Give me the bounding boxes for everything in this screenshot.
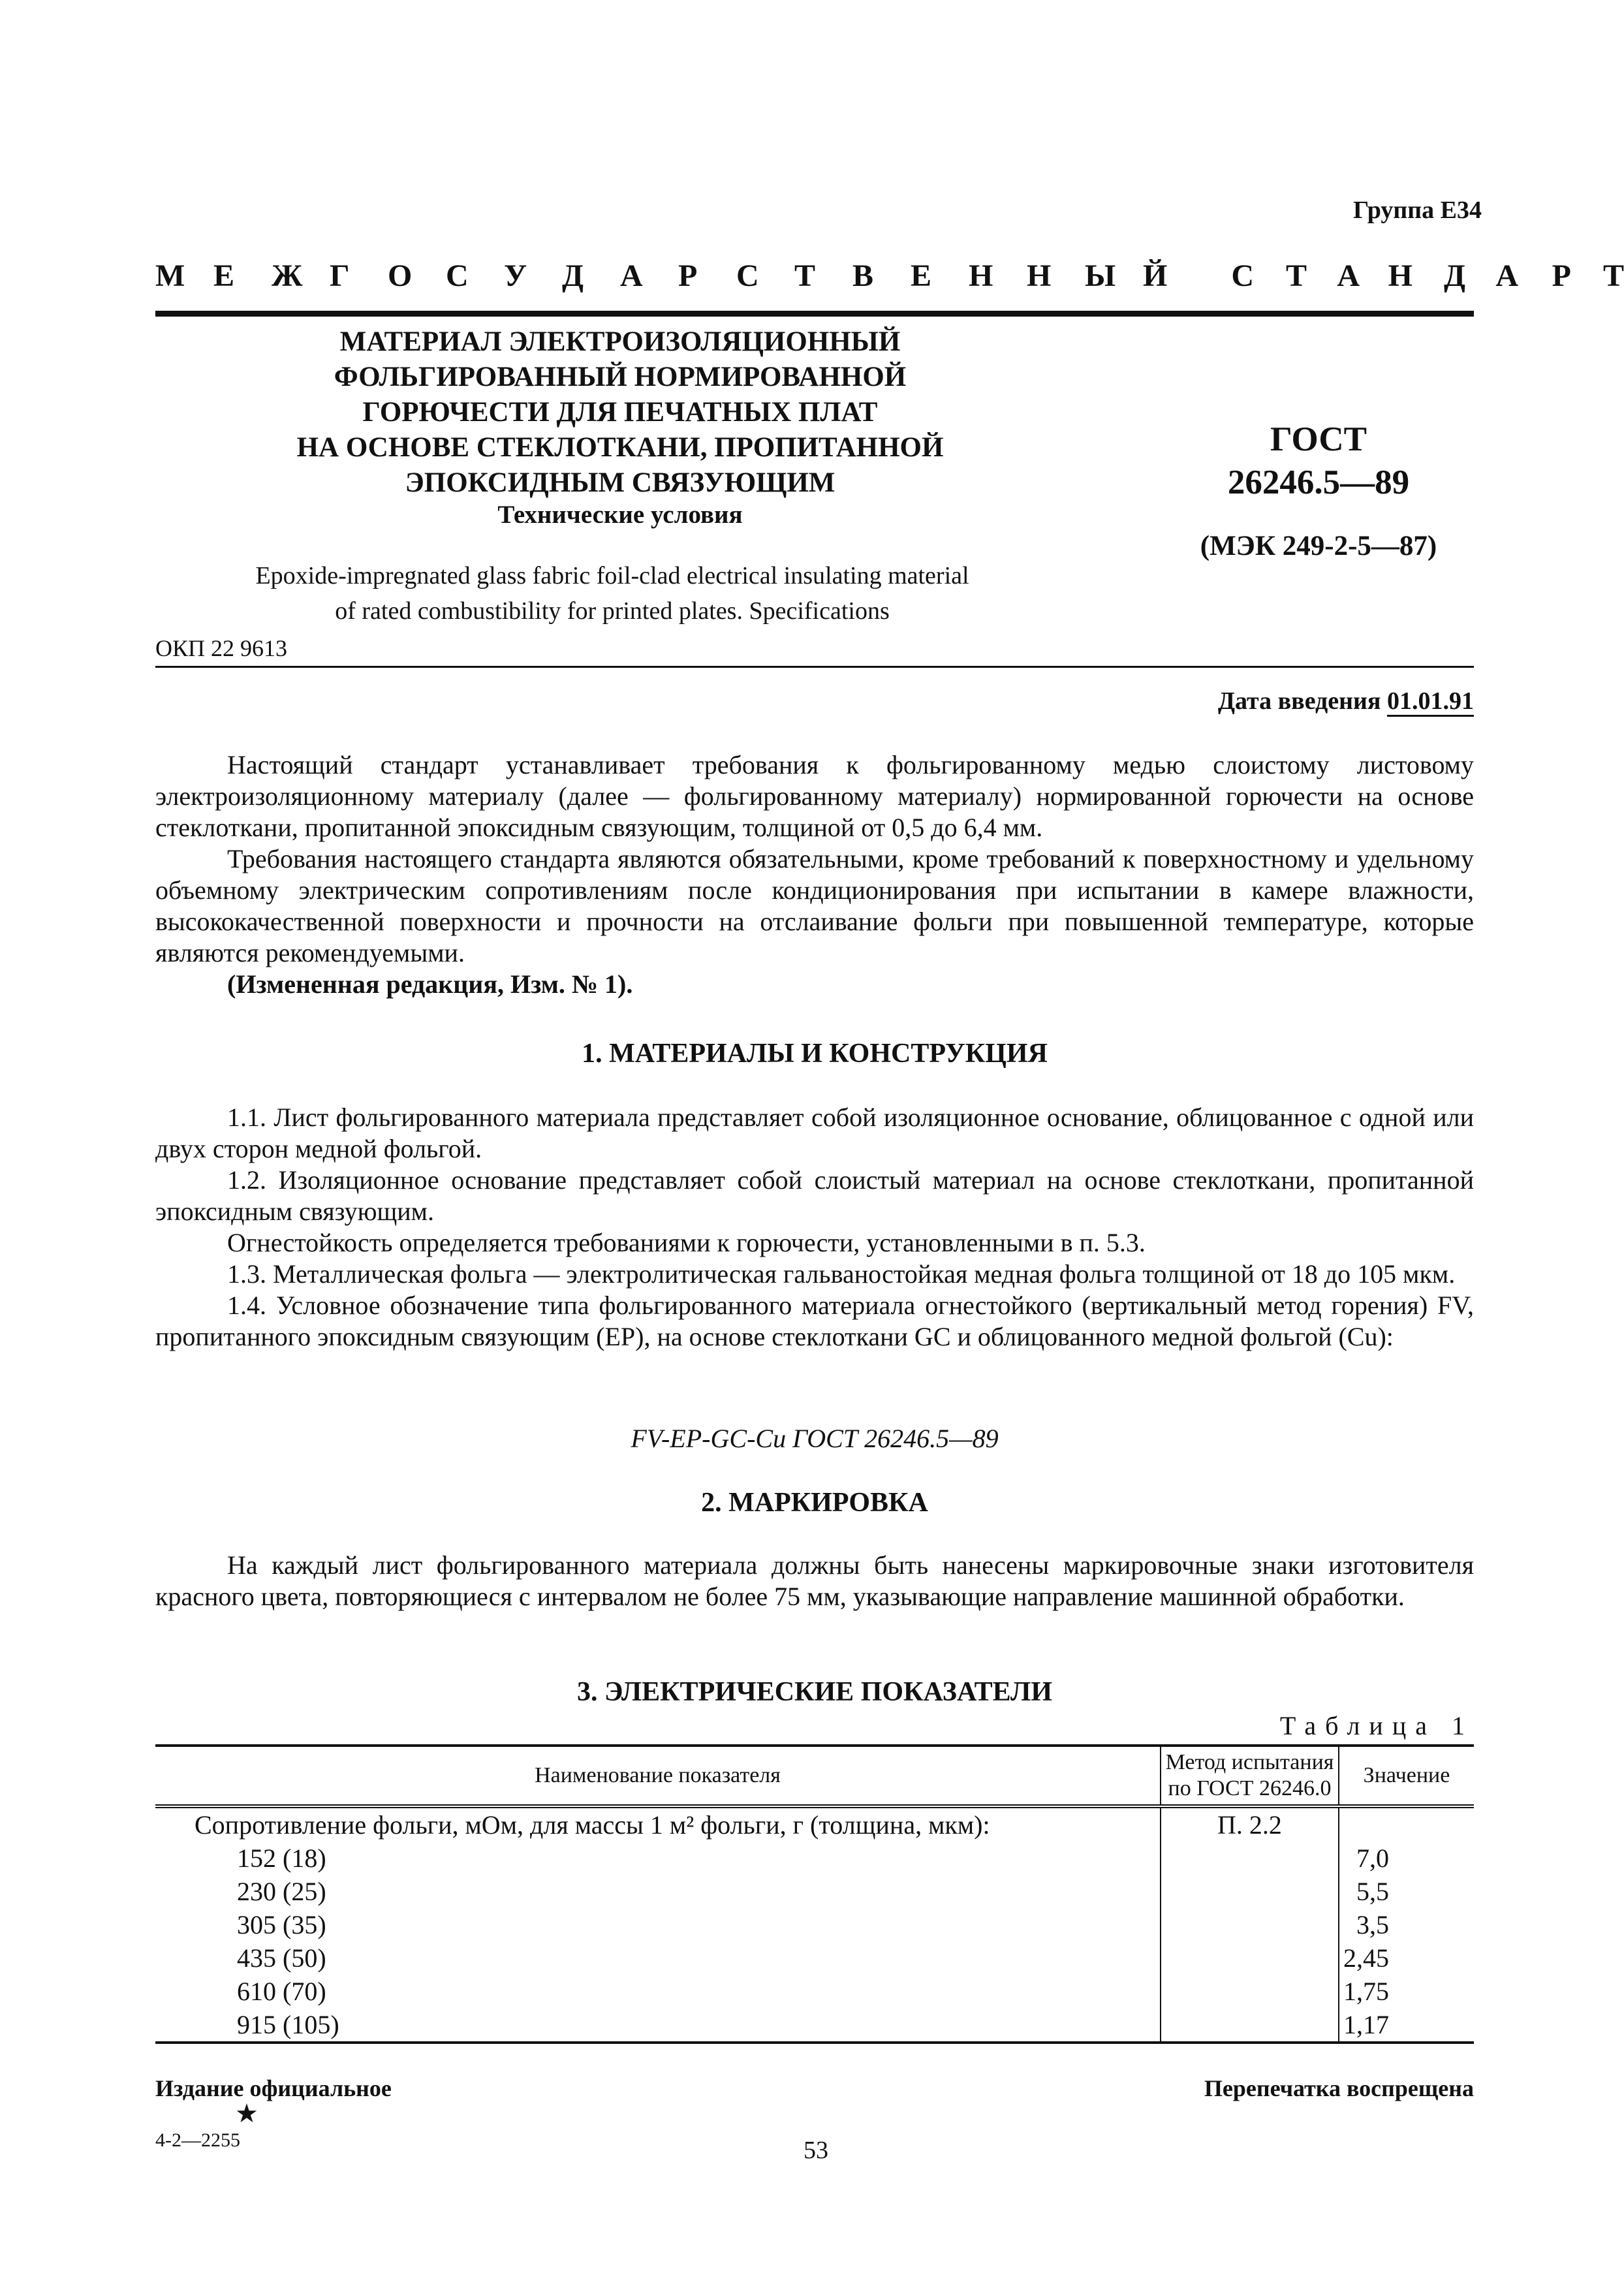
print-code: 4-2—2255 <box>155 2129 240 2151</box>
table-row <box>155 1806 1474 1842</box>
title-line: ЭПОКСИДНЫМ СВЯЗУЮЩИМ <box>405 467 835 498</box>
table-cell: 915 (105) <box>155 2008 1161 2043</box>
banner-letter: Н <box>969 259 993 293</box>
banner-letter: У <box>504 259 527 293</box>
banner-letter: С <box>446 259 469 293</box>
okp-code: ОКП 22 9613 <box>155 635 288 661</box>
banner-letter: Т <box>1285 259 1307 293</box>
paragraph: 1.1. Лист фольгированного материала представляет собой изоляционное основание, облицованное с одной или двух сторон медной фольгой. <box>155 1103 1474 1163</box>
page-number: 53 <box>804 2137 828 2164</box>
table-cell: 5,5 <box>1356 1877 1389 1906</box>
table-cell: 1,17 <box>1339 2008 1474 2043</box>
banner-letter: А <box>620 259 643 293</box>
column-header: Наименование показателя <box>155 1746 1161 1806</box>
section2-text <box>155 1550 1474 1612</box>
table-cell <box>1161 2008 1339 2043</box>
title-line: МАТЕРИАЛ ЭЛЕКТРОИЗОЛЯЦИОННЫЙ <box>339 326 901 357</box>
english-title-line: Epoxide-impregnated glass fabric foil-clad electrical insulating material <box>255 562 969 589</box>
paragraph: Настоящий стандарт устанавливает требования к фольгированному медью слоистому листовому электроизоляционному материалу (далее — фольгированному материалу) нормированной горючести на основе стеклоткани, пропитанной эпоксидным связующим, толщиной от 0,5 до 6,4 мм. <box>155 750 1474 842</box>
paragraph: 1.2. Изоляционное основание представляет собой слоистый материал на основе стеклоткани, пропитанной эпоксидным связующим. <box>155 1165 1474 1226</box>
banner-letter: Й <box>1143 259 1168 293</box>
table-cell <box>1161 1908 1339 1941</box>
designation-formula: FV-EP-GC-Cu ГОСТ 26246.5—89 <box>631 1424 999 1453</box>
banner-letter: Е <box>213 259 235 293</box>
banner-letter: Е <box>911 259 932 293</box>
banner-letter: Т <box>1602 259 1624 293</box>
table-row <box>155 1941 1474 1975</box>
intro-text <box>155 749 1474 1000</box>
table-row <box>155 1875 1474 1908</box>
table-row <box>155 1908 1474 1941</box>
paragraph: Требования настоящего стандарта являются обязательными, кроме требований к поверхностному и удельному объемному электрическим сопротивлениям после кондиционирования при испытании в камере влажности, высококачественной поверхности и прочности на отслаивание фольги при повышенной температуре, которые являются рекомендуемыми. <box>155 844 1474 967</box>
gost-number <box>1162 418 1475 504</box>
date-value: 01.01.91 <box>1387 687 1474 717</box>
banner-letter: Ж <box>272 259 303 293</box>
banner-letter: Р <box>1552 259 1571 293</box>
banner-right <box>1201 258 1624 294</box>
table-cell: 610 (70) <box>237 1977 326 2006</box>
section-heading: 1. МАТЕРИАЛЫ И КОНСТРУКЦИЯ <box>582 1039 1048 1069</box>
banner-letter: Г <box>330 259 350 293</box>
paragraph: На каждый лист фольгированного материала должны быть нанесены маркировочные знаки изготовителя красного цвета, повторяющиеся с интервалом не более 75 мм, указывающие направление машинной обработки. <box>155 1550 1474 1611</box>
banner-letter: Т <box>794 259 816 293</box>
title-line: ФОЛЬГИРОВАННЫЙ НОРМИРОВАННОЙ <box>334 362 907 392</box>
table-row <box>155 1842 1474 1875</box>
banner-letter: Н <box>1027 259 1052 293</box>
table-cell: Сопротивление фольги, мОм, для массы 1 м² фольги, г (толщина, мкм): <box>195 1810 990 1840</box>
banner-letter: В <box>852 259 874 293</box>
document-subtitle: Технические условия <box>497 501 743 529</box>
table-cell <box>1161 1842 1339 1875</box>
banner-letter: М <box>155 259 185 293</box>
table-cell: 1,75 <box>1343 1977 1389 2006</box>
table-cell: П. 2.2 <box>1161 1806 1339 1842</box>
table-cell <box>1161 1875 1339 1908</box>
thick-rule <box>155 311 1474 317</box>
banner-letter: С <box>736 259 759 293</box>
table-cell: 152 (18) <box>237 1843 326 1873</box>
section-heading: 3. ЭЛЕКТРИЧЕСКИЕ ПОКАЗАТЕЛИ <box>576 1677 1053 1707</box>
reprint-notice: Перепечатка воспрещена <box>1204 2075 1474 2101</box>
electrical-table <box>155 1744 1474 2044</box>
thin-rule <box>155 666 1474 668</box>
table-cell: 435 (50) <box>237 1943 326 1973</box>
star-icon: ★ <box>235 2099 258 2128</box>
table-cell: 3,5 <box>1356 1910 1389 1939</box>
standard-banner <box>155 258 1624 294</box>
banner-letter: Р <box>678 259 698 293</box>
table-cell <box>1161 1975 1339 2008</box>
table-cell: 230 (25) <box>237 1877 326 1906</box>
table-cell: 2,45 <box>1343 1943 1389 1973</box>
banner-letter: Н <box>1388 259 1413 293</box>
table-header-row <box>155 1746 1474 1806</box>
mek-reference: (МЭК 249-2-5—87) <box>1200 531 1437 561</box>
date-label: Дата введения <box>1217 687 1387 715</box>
paragraph: 1.4. Условное обозначение типа фольгированного материала огнестойкого (вертикальный метод горения) FV, пропитанного эпоксидным связующим (EP), на основе стеклоткани GC и облицованного медной фольгой (Cu): <box>155 1291 1474 1351</box>
section1-text <box>155 1102 1474 1353</box>
table-row <box>155 1975 1474 2008</box>
document-title <box>196 324 1044 501</box>
section-heading: 2. МАРКИРОВКА <box>701 1488 928 1518</box>
banner-letter: Ы <box>1085 259 1116 293</box>
banner-left <box>155 258 1201 294</box>
table-cell <box>1161 1941 1339 1975</box>
banner-letter: А <box>1495 259 1518 293</box>
table-cell: 305 (35) <box>237 1910 326 1939</box>
column-header: Метод испытания по ГОСТ 26246.0 <box>1161 1746 1339 1806</box>
banner-letter: Д <box>562 259 584 293</box>
table-cell <box>1339 1806 1474 1842</box>
banner-letter: Д <box>1443 259 1465 293</box>
paragraph: 1.3. Металлическая фольга — электролитическая гальваностойкая медная фольга толщиной от 18 до 105 мкм. <box>227 1259 1456 1289</box>
english-title <box>155 558 1069 629</box>
title-line: НА ОСНОВЕ СТЕКЛОТКАНИ, ПРОПИТАННОЙ <box>296 432 944 463</box>
column-header: Значение <box>1339 1746 1474 1806</box>
english-title-line: of rated combustibility for printed plates. Specifications <box>335 597 890 625</box>
amendment-note: (Измененная редакция, Изм. № 1). <box>227 969 633 999</box>
title-line: ГОРЮЧЕСТИ ДЛЯ ПЕЧАТНЫХ ПЛАТ <box>362 397 878 428</box>
table-row <box>155 2008 1474 2043</box>
table-cell: 7,0 <box>1356 1843 1389 1873</box>
gost-label: ГОСТ <box>1270 420 1367 458</box>
table-caption: Таблица 1 <box>1279 1711 1474 1740</box>
banner-letter: О <box>388 259 413 293</box>
banner-letter: А <box>1337 259 1360 293</box>
official-edition: Издание официальное <box>155 2075 392 2101</box>
banner-letter: С <box>1231 259 1254 293</box>
introduction-date <box>1044 687 1474 715</box>
gost-code: 26246.5—89 <box>1227 463 1410 501</box>
group-code: Группа Е34 <box>1352 196 1482 224</box>
paragraph: Огнестойкость определяется требованиями к горючести, установленными в п. 5.3. <box>227 1228 1146 1257</box>
